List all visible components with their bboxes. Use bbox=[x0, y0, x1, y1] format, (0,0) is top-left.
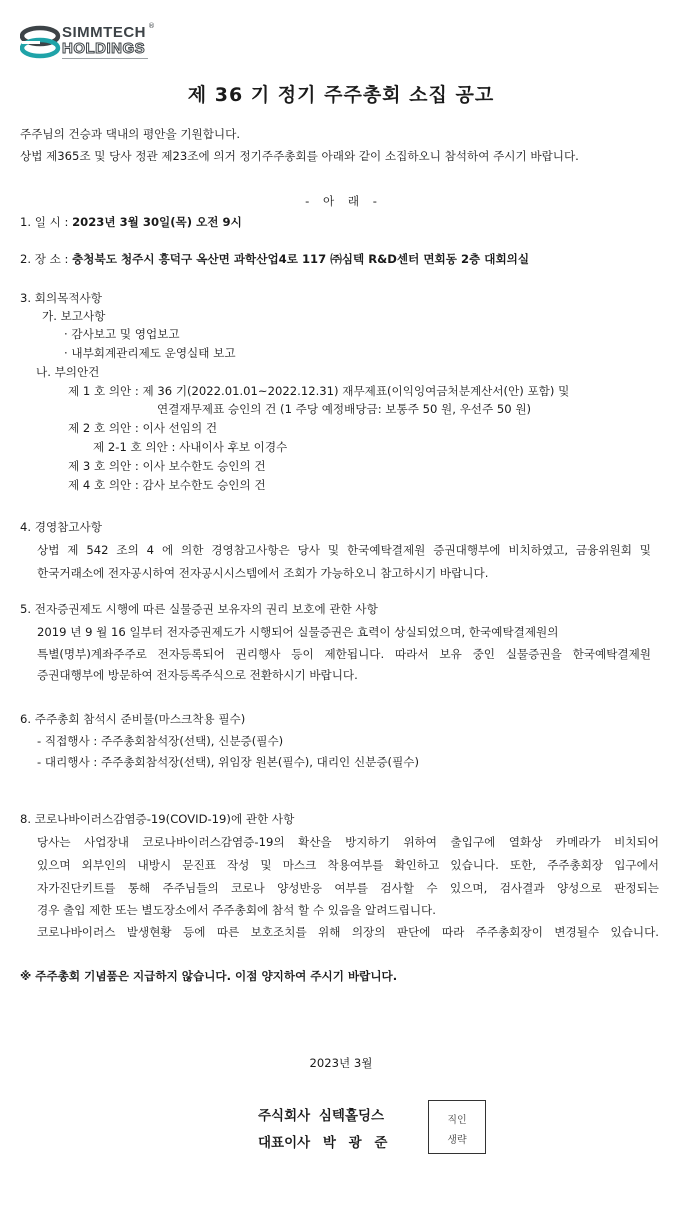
covid-line: 자가진단키트를 통해 주주님들의 코로나 양성반응 여부를 검사할 수 있으며, 검사결과 양성으로 판정되는 bbox=[37, 881, 659, 895]
logo-line2: HOLDINGS bbox=[62, 40, 146, 57]
agenda-item-2-1: 제 2-1 호 의안 : 사내이사 후보 이경수 bbox=[93, 440, 288, 454]
logo-reg-mark: ® bbox=[148, 22, 155, 30]
company-name: 주식회사 심텍홀딩스 bbox=[258, 1108, 385, 1124]
seal-line1: 직인 bbox=[447, 1115, 467, 1126]
logo-line1: SIMMTECH bbox=[62, 24, 146, 41]
ceo-name: 대표이사 박 광 준 bbox=[258, 1135, 388, 1151]
report-heading: 가. 보고사항 bbox=[42, 309, 106, 323]
agenda-item-1: 제 1 호 의안 : 제 36 기(2022.01.01~2022.12.31) 재무제표(이익잉여금처분계산서(안) 포함) 및 bbox=[68, 384, 570, 398]
covid-line: 당사는 사업장내 코로나바이러스감염증-19의 확산을 방지하기 위하여 출입구에 열화상 카메라가 비치되어 bbox=[37, 835, 659, 849]
page-title: 제 36 기 정기 주주총회 소집 공고 bbox=[187, 84, 495, 106]
e-securities-line: 증권대행부에 방문하여 전자등록주식으로 전환하시기 바랍니다. bbox=[37, 668, 358, 682]
below-marker: - 아 래 - bbox=[305, 194, 377, 208]
date-label: 1. 일 시 : bbox=[20, 215, 73, 229]
date-value: 2023년 3월 30일(목) 오전 9시 bbox=[72, 215, 242, 229]
report-item: · 감사보고 및 영업보고 bbox=[64, 327, 180, 341]
greeting: 주주님의 건승과 댁내의 평안을 기원합니다. bbox=[20, 127, 241, 141]
report-item: · 내부회계관리제도 운영실태 보고 bbox=[64, 346, 236, 360]
section-date bbox=[20, 215, 242, 229]
covid-heading: 8. 코로나바이러스감염증-19(COVID-19)에 관한 사항 bbox=[20, 812, 295, 826]
seal-line2: 생략 bbox=[447, 1135, 467, 1146]
company-logo bbox=[20, 24, 160, 64]
agenda-item-4: 제 4 호 의안 : 감사 보수한도 승인의 건 bbox=[68, 478, 266, 492]
mgmt-reference-line: 한국거래소에 전자공시하여 전자공시시스템에서 조회가 가능하오니 참고하시기 바랍니다. bbox=[37, 566, 489, 580]
intro-text: 상법 제365조 및 당사 정관 제23조에 의거 정기주주총회를 아래와 같이 소집하오니 참석하여 주시기 바랍니다. bbox=[20, 149, 579, 163]
preparation-item: - 대리행사 : 주주총회참석장(선택), 위임장 원본(필수), 대리인 신분증(필수) bbox=[37, 755, 419, 769]
agenda-item-3: 제 3 호 의안 : 이사 보수한도 승인의 건 bbox=[68, 459, 266, 473]
agenda-item-1-cont: 연결재무제표 승인의 건 (1 주당 예정배당금: 보통주 50 원, 우선주 50 원) bbox=[157, 402, 532, 416]
agenda-items-heading: 나. 부의안건 bbox=[36, 365, 100, 379]
place-value: 충청북도 청주시 흥덕구 옥산면 과학산업4로 117 ㈜심텍 R&D센터 면회동 2층 대회의실 bbox=[72, 252, 530, 266]
gift-notice: ※ 주주총회 기념품은 지급하지 않습니다. 이점 양지하여 주시기 바랍니다. bbox=[20, 969, 398, 983]
preparation-item: - 직접행사 : 주주총회참석장(선택), 신분증(필수) bbox=[37, 734, 284, 748]
covid-line: 코로나바이러스 발생현황 등에 따른 보호조치를 위해 의장의 판단에 따라 주주총회장이 변경될수 있습니다. bbox=[37, 925, 659, 939]
preparation-heading: 6. 주주총회 참석시 준비물(마스크착용 필수) bbox=[20, 712, 246, 726]
mgmt-reference-heading: 4. 경영참고사항 bbox=[20, 520, 102, 534]
agenda-heading: 3. 회의목적사항 bbox=[20, 291, 102, 305]
place-label: 2. 장 소 : bbox=[20, 252, 73, 266]
e-securities-heading: 5. 전자증권제도 시행에 따른 실물증권 보유자의 권리 보호에 관한 사항 bbox=[20, 602, 378, 616]
covid-line: 경우 출입 제한 또는 별도장소에서 주주총회에 참석 할 수 있음을 알려드립니다. bbox=[37, 903, 436, 917]
section-place bbox=[20, 252, 529, 266]
e-securities-line: 특별(명부)계좌주주로 전자등록되어 권리행사 등이 제한됩니다. 따라서 보유 중인 실물증권을 한국예탁결제원 bbox=[37, 647, 651, 661]
e-securities-line: 2019 년 9 월 16 일부터 전자증권제도가 시행되어 실물증권은 효력이 상실되었으며, 한국예탁결제원의 bbox=[37, 625, 559, 639]
logo-underline bbox=[62, 58, 148, 59]
covid-line: 있으며 외부인의 내방시 문진표 작성 및 마스크 착용여부를 확인하고 있습니다. 또한, 주주총회장 입구에서 bbox=[37, 858, 659, 872]
notice-date: 2023년 3월 bbox=[309, 1056, 373, 1070]
agenda-item-2: 제 2 호 의안 : 이사 선임의 건 bbox=[68, 421, 218, 435]
seal-box bbox=[428, 1100, 486, 1154]
mgmt-reference-line: 상법 제 542 조의 4 에 의한 경영참고사항은 당사 및 한국예탁결제원 증권대행부에 비치하였고, 금융위원회 및 bbox=[37, 543, 651, 557]
